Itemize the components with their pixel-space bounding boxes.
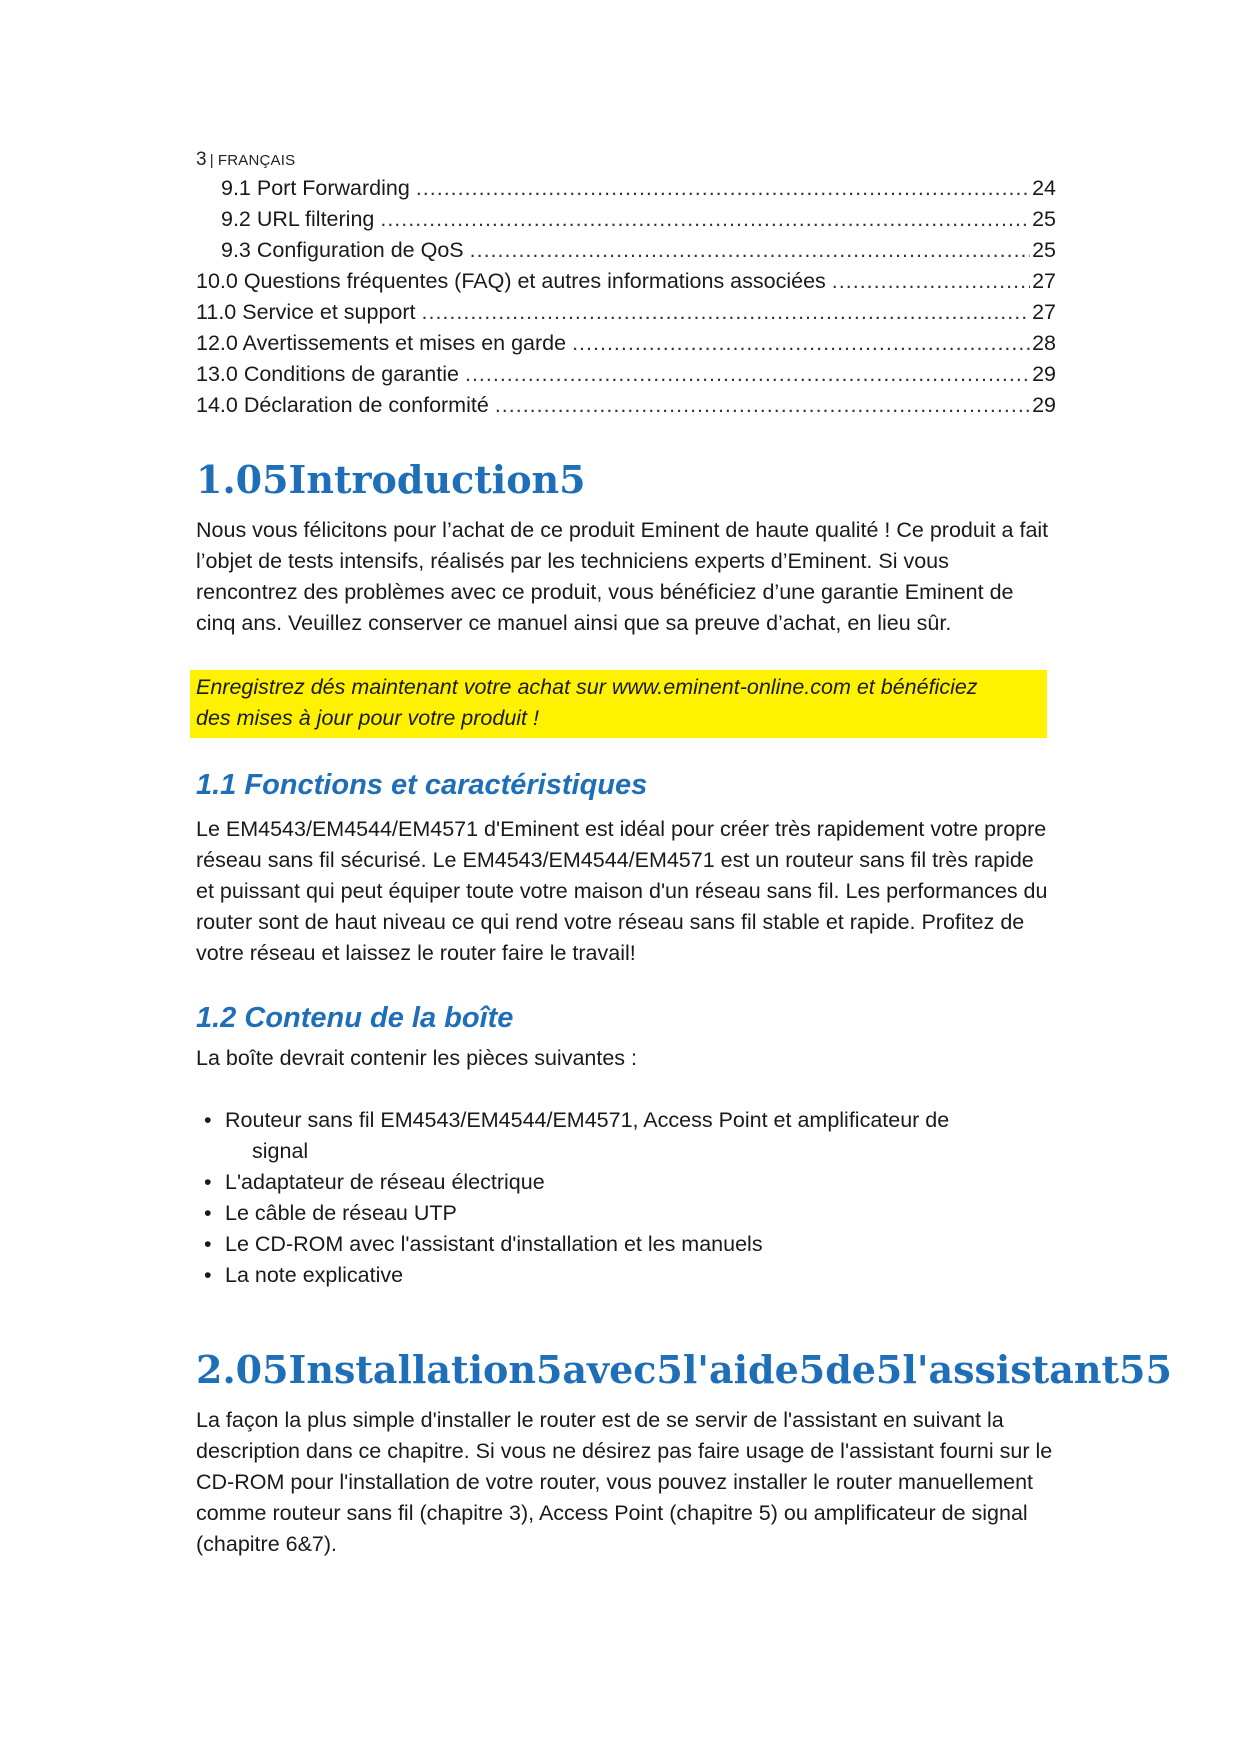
chapter-heading-installation: 2.05Installation5avec5l'aide5de5l'assistant55 bbox=[196, 1347, 1172, 1392]
toc-entry[interactable] bbox=[196, 297, 1056, 328]
features-paragraph: Le EM4543/EM4544/EM4571 d'Eminent est idéal pour créer très rapidement votre propre réseau sans fil sécurisé. Le EM4543/EM4544/EM4571 est un routeur sans fil très rapide et puissant qui peut équiper toute votre maison d'un réseau sans fil. Les performances du router sont de haut niveau ce qui rend votre réseau sans fil stable et rapide. Profitez de votre réseau et laissez le router faire le travail! bbox=[196, 817, 1048, 965]
toc-entry[interactable] bbox=[196, 173, 1056, 204]
bullet-icon: • bbox=[204, 1263, 212, 1287]
toc-entry[interactable] bbox=[196, 266, 1056, 297]
section-heading-box-contents: 1.2 Contenu de la boîte bbox=[196, 1002, 514, 1034]
bullet-icon: • bbox=[204, 1232, 212, 1256]
toc-entry-title: 13.0 Conditions de garantie bbox=[196, 362, 459, 386]
toc-entry-page: 27 bbox=[1032, 300, 1056, 324]
page-number: 3 bbox=[196, 149, 207, 170]
box-contents-list bbox=[196, 1105, 1056, 1291]
bullet-icon: • bbox=[204, 1201, 212, 1225]
toc-entry[interactable] bbox=[196, 328, 1056, 359]
toc-entry-page: 25 bbox=[1032, 238, 1056, 262]
toc-entry-page: 28 bbox=[1032, 331, 1056, 355]
registration-notice bbox=[190, 670, 1047, 738]
section-heading-features: 1.1 Fonctions et caractéristiques bbox=[196, 769, 648, 801]
toc-entry-title: 10.0 Questions fréquentes (FAQ) et autres informations associées bbox=[196, 269, 826, 293]
toc-entry-page: 24 bbox=[1032, 176, 1056, 200]
registration-notice-line: des mises à jour pour votre produit ! bbox=[196, 706, 539, 730]
page-header bbox=[196, 150, 1056, 170]
bullet-icon: • bbox=[204, 1170, 212, 1194]
box-contents-intro: La boîte devrait contenir les pièces suivantes : bbox=[196, 1046, 638, 1070]
document-page bbox=[196, 149, 1172, 1560]
toc-entry[interactable] bbox=[196, 359, 1056, 390]
toc-entry-title: 9.1 Port Forwarding bbox=[221, 176, 410, 200]
toc-entry[interactable] bbox=[196, 390, 1056, 421]
toc-entry-title: 12.0 Avertissements et mises en garde bbox=[196, 331, 567, 355]
toc-entry[interactable] bbox=[196, 235, 1056, 266]
header-separator: | bbox=[209, 152, 214, 169]
toc-entry-page: 27 bbox=[1032, 269, 1056, 293]
bullet-icon: • bbox=[204, 1108, 212, 1132]
table-of-contents bbox=[196, 173, 1056, 421]
chapter-heading-introduction: 1.05Introduction5 bbox=[196, 457, 586, 502]
toc-entry-title: 11.0 Service et support bbox=[196, 300, 416, 324]
toc-entry-title: 14.0 Déclaration de conformité bbox=[196, 393, 489, 417]
list-item: • Le câble de réseau UTP bbox=[196, 1198, 1056, 1229]
toc-entry-title: 9.3 Configuration de QoS bbox=[221, 238, 464, 262]
toc-entry[interactable] bbox=[196, 204, 1056, 235]
toc-entry-title: 9.2 URL filtering bbox=[221, 207, 375, 231]
toc-entry-page: 29 bbox=[1032, 362, 1056, 386]
list-item: • Le CD-ROM avec l'assistant d'installation et les manuels bbox=[196, 1229, 1056, 1260]
toc-entry-page: 25 bbox=[1032, 207, 1056, 231]
list-item: • L'adaptateur de réseau électrique bbox=[196, 1167, 1056, 1198]
list-item: • La note explicative bbox=[196, 1260, 1056, 1291]
intro-paragraph: Nous vous félicitons pour l’achat de ce produit Eminent de haute qualité ! Ce produit a fait l’objet de tests intensifs, réalisés par les techniciens experts d’Eminent. Si vous rencontrez des problèmes avec ce produit, vous bénéficiez d’une garantie Eminent de cinq ans. Veuillez conserver ce manuel ainsi que sa preuve d’achat, en lieu sûr. bbox=[196, 518, 1049, 635]
registration-notice-line: Enregistrez dés maintenant votre achat sur www.eminent-online.com et bénéficiez bbox=[196, 675, 978, 699]
toc-entry-page: 29 bbox=[1032, 393, 1056, 417]
header-language: FRANÇAIS bbox=[217, 152, 296, 169]
installation-paragraph: La façon la plus simple d'installer le router est de se servir de l'assistant en suivant la description dans ce chapitre. Si vous ne désirez pas faire usage de l'assistant fourni sur le CD-ROM pour l'installation de votre router, vous pouvez installer le router manuellement comme routeur sans fil (chapitre 3), Access Point (chapitre 5) ou amplificateur de signal (chapitre 6&7). bbox=[196, 1408, 1053, 1556]
list-item: • Routeur sans fil EM4543/EM4544/EM4571, Access Point et amplificateur de signal bbox=[196, 1105, 1056, 1167]
